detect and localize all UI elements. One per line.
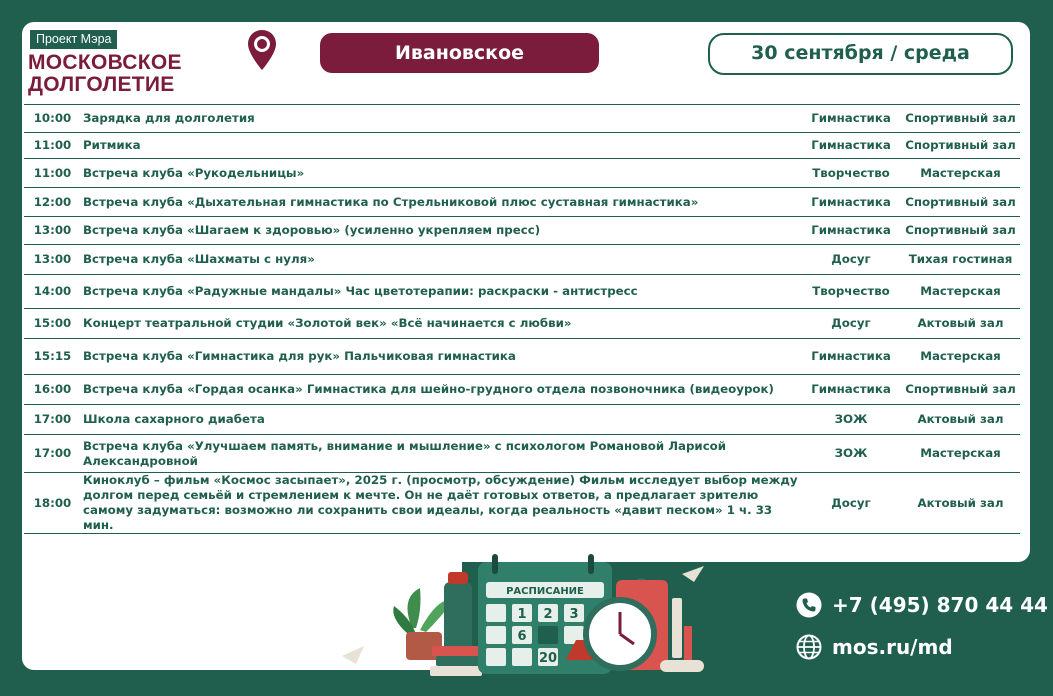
schedule-event: Встреча клуба «Шахматы с нуля»	[81, 245, 801, 275]
schedule-category: Досуг	[801, 245, 901, 275]
schedule-room: Мастерская	[901, 435, 1020, 473]
schedule-room: Спортивный зал	[901, 133, 1020, 159]
schedule-row	[24, 275, 1020, 309]
schedule-event: Концерт театральной студии «Золотой век» «Всё начинается с любви»	[81, 309, 801, 339]
schedule-category: Творчество	[801, 159, 901, 188]
calendar-cell-6: 6	[517, 629, 527, 644]
schedule-time: 11:00	[24, 159, 81, 188]
schedule-row	[24, 339, 1020, 375]
schedule-room: Мастерская	[901, 159, 1020, 188]
schedule-row	[24, 405, 1020, 435]
schedule-category: Гимнастика	[801, 375, 901, 405]
schedule-event: Встреча клуба «Дыхательная гимнастика по Стрельниковой плюс суставная гимнастика»	[81, 188, 801, 217]
schedule-row	[24, 217, 1020, 245]
schedule-event: Встреча клуба «Радужные мандалы» Час цветотерапии: раскраски - антистресс	[81, 275, 801, 309]
schedule-room: Актовый зал	[901, 309, 1020, 339]
schedule-event: Встреча клуба «Шагаем к здоровью» (усиленно укрепляем пресс)	[81, 217, 801, 245]
brand-line-1: МОСКОВСКОЕ	[28, 51, 182, 74]
calendar-cell-2: 2	[543, 607, 553, 622]
schedule-time: 13:00	[24, 245, 81, 275]
schedule-room: Спортивный зал	[901, 188, 1020, 217]
schedule-time: 11:00	[24, 133, 81, 159]
schedule-time: 17:00	[24, 435, 81, 473]
globe-icon	[796, 634, 822, 660]
schedule-event: Киноклуб – фильм «Космос засыпает», 2025 г. (просмотр, обсуждение) Фильм исследует выбор между долгом перед семьёй и стремлением к мечте. Он не даёт готовых ответов, а предлагает зрителю самому задуматься: возможно ли сохранить свои идеалы, когда реальность «давит песком» 1 ч. 33 мин.	[81, 473, 801, 534]
schedule-time: 14:00	[24, 275, 81, 309]
schedule-category: Досуг	[801, 309, 901, 339]
schedule-event: Ритмика	[81, 133, 801, 159]
schedule-category: Творчество	[801, 275, 901, 309]
calendar-label: РАСПИСАНИЕ	[506, 586, 584, 597]
site-contact[interactable]	[796, 634, 953, 660]
schedule-room: Спортивный зал	[901, 217, 1020, 245]
schedule-time: 12:00	[24, 188, 81, 217]
schedule-time: 18:00	[24, 473, 81, 534]
brand-logo	[28, 52, 182, 96]
schedule-category: Гимнастика	[801, 105, 901, 133]
schedule-time: 16:00	[24, 375, 81, 405]
schedule-room: Мастерская	[901, 275, 1020, 309]
schedule-row	[24, 473, 1020, 534]
schedule-category: Досуг	[801, 473, 901, 534]
schedule-event: Встреча клуба «Гордая осанка» Гимнастика для шейно-грудного отдела позвоночника (видеоурок)	[81, 375, 801, 405]
schedule-illustration	[320, 548, 720, 688]
calendar-cell-3: 3	[569, 607, 579, 622]
schedule-room: Актовый зал	[901, 473, 1020, 534]
schedule-row	[24, 133, 1020, 159]
date-badge: 30 сентября / среда	[708, 33, 1013, 75]
schedule-row	[24, 309, 1020, 339]
schedule-row	[24, 105, 1020, 133]
map-pin-icon	[246, 28, 278, 72]
schedule-row	[24, 375, 1020, 405]
schedule-room: Тихая гостиная	[901, 245, 1020, 275]
schedule-category: Гимнастика	[801, 133, 901, 159]
schedule-category: ЗОЖ	[801, 405, 901, 435]
site-url: mos.ru/md	[832, 635, 953, 659]
schedule-room: Спортивный зал	[901, 375, 1020, 405]
schedule-event: Встреча клуба «Гимнастика для рук» Пальчиковая гимнастика	[81, 339, 801, 375]
schedule-time: 13:00	[24, 217, 81, 245]
schedule-room: Актовый зал	[901, 405, 1020, 435]
schedule-row	[24, 245, 1020, 275]
schedule-category: Гимнастика	[801, 188, 901, 217]
brand-line-2: ДОЛГОЛЕТИЕ	[28, 73, 175, 96]
schedule-table	[24, 104, 1020, 534]
schedule-room: Мастерская	[901, 339, 1020, 375]
calendar-cell-1: 1	[517, 607, 527, 622]
schedule-event: Зарядка для долголетия	[81, 105, 801, 133]
schedule-row	[24, 159, 1020, 188]
schedule-category: Гимнастика	[801, 217, 901, 245]
schedule-time: 17:00	[24, 405, 81, 435]
schedule-category: Гимнастика	[801, 339, 901, 375]
schedule-time: 15:00	[24, 309, 81, 339]
schedule-category: ЗОЖ	[801, 435, 901, 473]
phone-icon	[796, 592, 822, 618]
phone-number: +7 (495) 870 44 44	[832, 593, 1048, 617]
schedule-time: 15:15	[24, 339, 81, 375]
schedule-event: Школа сахарного диабета	[81, 405, 801, 435]
schedule-room: Спортивный зал	[901, 105, 1020, 133]
schedule-time: 10:00	[24, 105, 81, 133]
schedule-event: Встреча клуба «Рукодельницы»	[81, 159, 801, 188]
schedule-row	[24, 435, 1020, 473]
schedule-event: Встреча клуба «Улучшаем память, внимание и мышление» с психологом Романовой Ларисой Александровной	[81, 435, 801, 473]
phone-contact[interactable]	[796, 592, 1048, 618]
schedule-row	[24, 188, 1020, 217]
calendar-cell-20: 20	[538, 651, 558, 666]
district-badge: Ивановское	[320, 33, 599, 73]
brand-tag: Проект Мэра	[30, 30, 117, 49]
